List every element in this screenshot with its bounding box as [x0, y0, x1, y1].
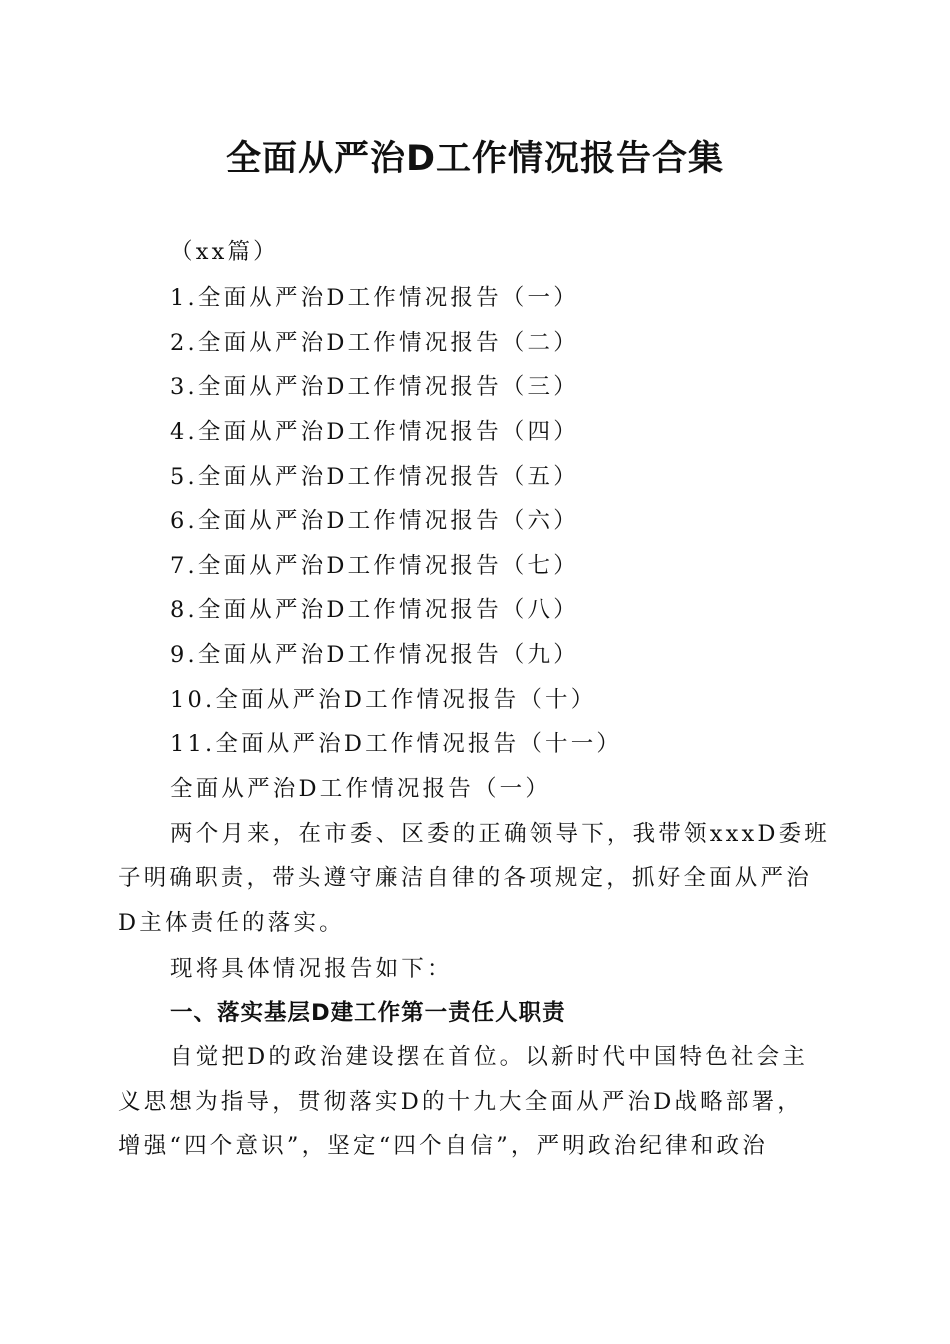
- section-title: 全面从严治D工作情况报告（一）: [170, 776, 552, 802]
- paragraph-1-line-3: D主体责任的落实。: [118, 910, 345, 936]
- toc-item-11: 11.全面从严治D工作情况报告（十一）: [170, 731, 623, 757]
- paragraph-3-line-2: 义思想为指导，贯彻落实D的十九大全面从严治D战略部署，: [118, 1089, 803, 1115]
- toc-item-8: 8.全面从严治D工作情况报告（八）: [170, 597, 579, 623]
- toc-item-10: 10.全面从严治D工作情况报告（十）: [170, 687, 597, 713]
- toc-item-7: 7.全面从严治D工作情况报告（七）: [170, 553, 579, 579]
- paragraph-2: 现将具体情况报告如下：: [170, 956, 453, 982]
- toc-item-5: 5.全面从严治D工作情况报告（五）: [170, 464, 579, 490]
- toc-item-2: 2.全面从严治D工作情况报告（二）: [170, 330, 579, 356]
- count-note: （xx篇）: [170, 239, 279, 265]
- toc-item-3: 3.全面从严治D工作情况报告（三）: [170, 374, 579, 400]
- toc-item-1: 1.全面从严治D工作情况报告（一）: [170, 285, 579, 311]
- paragraph-1-line-2: 子明确职责，带头遵守廉洁自律的各项规定，抓好全面从严治: [118, 865, 812, 891]
- section-heading-1: 一、落实基层D建工作第一责任人职责: [170, 1000, 566, 1026]
- toc-item-4: 4.全面从严治D工作情况报告（四）: [170, 419, 579, 445]
- paragraph-1-line-1: 两个月来，在市委、区委的正确领导下，我带领xxxD委班: [170, 821, 831, 847]
- toc-item-9: 9.全面从严治D工作情况报告（九）: [170, 642, 579, 668]
- paragraph-3-line-3: 增强“四个意识”，坚定“四个自信”，严明政治纪律和政治: [118, 1133, 768, 1159]
- document-title: 全面从严治D工作情况报告合集: [225, 139, 725, 179]
- paragraph-3-line-1: 自觉把D的政治建设摆在首位。以新时代中国特色社会主: [170, 1044, 809, 1070]
- toc-item-6: 6.全面从严治D工作情况报告（六）: [170, 508, 579, 534]
